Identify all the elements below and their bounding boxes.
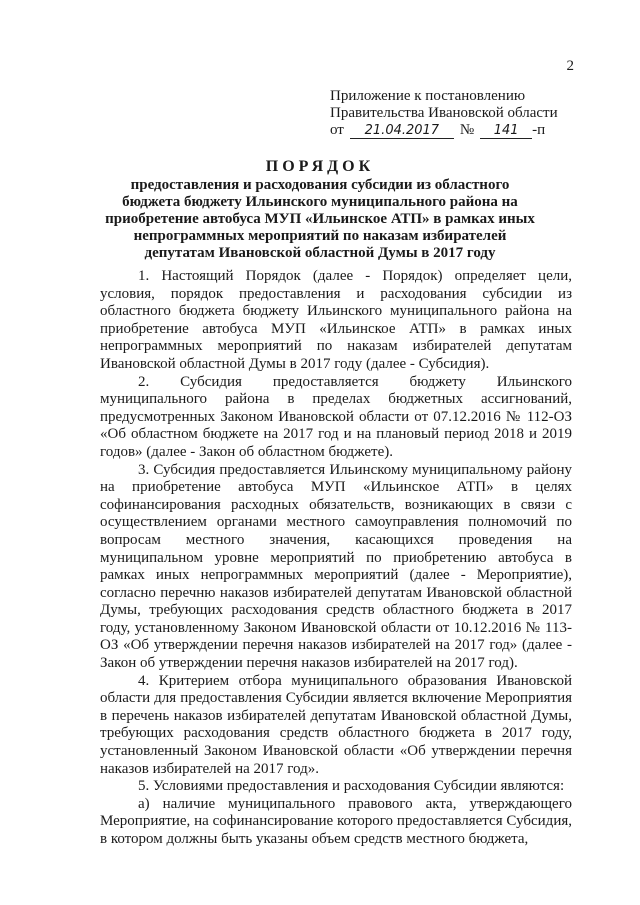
- paragraph-3: 3. Субсидия предоставляется Ильинскому муниципальному району на приобретение автобуса МУП «Ильинское АТП» в целях софинансирования расходных обязательств, возникающих в связи с осуществлением органами местного самоуправления полномочий по вопросам местного значения, касающихся проведения на муниципальном уровне мероприятий по приобретению автобуса в рамках иных непрограммных мероприятий (далее - Мероприятие), согласно перечню наказов избирателей депутатам Ивановской областной Думы, требующих расходования средств областного бюджета в 2017 году, установленному Законом Ивановской области от 10.12.2016 № 113-ОЗ «Об утверждении перечня наказов избирателей на 2017 год» (далее - Закон об утверждении перечня наказов избирателей на 2017 год).: [100, 461, 572, 672]
- paragraph-4: 4. Критерием отбора муниципального образования Ивановской области для предоставления Субсидии является включение Мероприятия в перечень наказов избирателей депутатам Ивановской областной Думы, требующих расходования средств областного бюджета в 2017 году, установленный Законом Ивановской области «Об утверждении перечня наказов избирателей на 2017 год».: [100, 672, 572, 777]
- number-suffix: -п: [532, 122, 546, 138]
- header-date-number-line: [330, 122, 580, 139]
- from-label: от: [330, 122, 344, 138]
- paragraph-2: 2. Субсидия предоставляется бюджету Ильинского муниципального района в пределах бюджетных ассигнований, предусмотренных Законом Ивановской области от 07.12.2016 № 112-ОЗ «Об областном бюджете на 2017 год и на плановый период 2018 и 2019 годов» (далее - Закон об областном бюджете).: [100, 373, 572, 460]
- number-sign: №: [459, 122, 475, 138]
- title-subtitle: предоставления и расходования субсидии из областного бюджета бюджету Ильинского муниципального района на приобретение автобуса МУП «Ильинское АТП» в рамках иных непрограммных мероприятий по наказам избирателей депутатам Ивановской областной Думы в 2017 году: [105, 177, 535, 261]
- paragraph-5: 5. Условиями предоставления и расходования Субсидии являются:: [138, 778, 565, 795]
- paragraph-1: 1. Настоящий Порядок (далее - Порядок) определяет цели, условия, порядок предоставления и расходования субсидии из областного бюджета бюджету Ильинского муниципального района на приобретение автобуса МУП «Ильинское АТП» в рамках иных непрограммных мероприятий по наказам избирателей депутатам Ивановской областной Думы в 2017 году (далее - Субсидия).: [100, 268, 572, 372]
- header-appendix-line: Приложение к постановлению: [330, 88, 526, 104]
- handwritten-number: 141: [480, 123, 532, 139]
- approval-header: [330, 88, 580, 139]
- paragraph-5a: а) наличие муниципального правового акта, утверждающего Мероприятие, на софинансирование которого предоставляется Субсидия, в котором должны быть указаны объем средств местного бюджета,: [100, 795, 572, 847]
- document-title: [100, 157, 540, 262]
- title-main: ПОРЯДОК: [265, 158, 375, 175]
- page-number: 2: [566, 58, 574, 74]
- header-government-line: Правительства Ивановской области: [330, 105, 558, 121]
- handwritten-date: 21.04.2017: [350, 123, 454, 139]
- document-body: [100, 268, 572, 849]
